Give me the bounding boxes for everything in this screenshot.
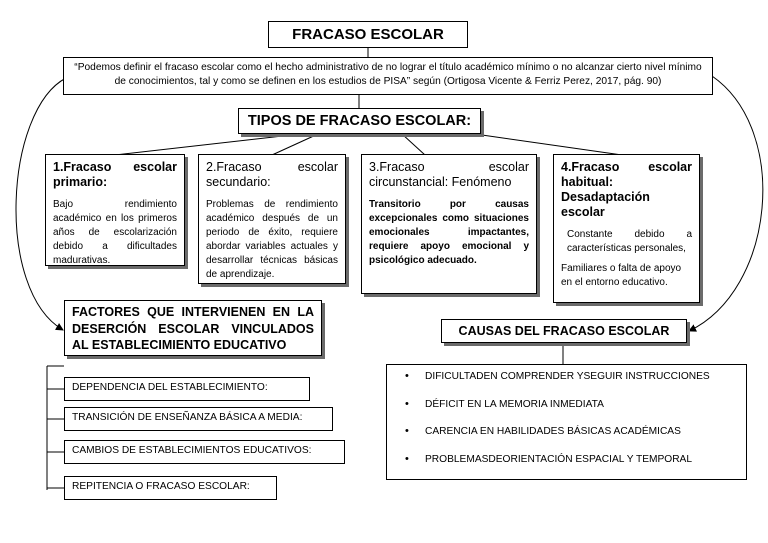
type-box-3 xyxy=(361,154,537,294)
tipos-to-type1-line xyxy=(115,134,300,155)
factor-item-1: DEPENDENCIA DEL ESTABLECIMIENTO: xyxy=(64,377,310,401)
definition-box: “Podemos definir el fracaso escolar como el hecho administrativo de no lograr el título académico mínimo o no alcanzar cierto nivel mínimo de conocimientos, tal y como se definen en los estudios de PISA” según (Ortigosa Vicente & Ferriz Perez, 2017, pág. 90) xyxy=(63,57,713,95)
type-heading: 3.Fracaso escolar circunstancial: Fenómeno xyxy=(369,160,529,189)
factor-item-3: CAMBIOS DE ESTABLECIMIENTOS EDUCATIVOS: xyxy=(64,440,345,464)
type-box-1 xyxy=(45,154,185,266)
type-heading: 1.Fracaso escolar primario: xyxy=(53,160,177,189)
tipos-title: TIPOS DE FRACASO ESCOLAR: xyxy=(238,108,481,134)
tipos-to-type4-line xyxy=(475,134,622,155)
causa-item: • DIFICULTADEN COMPRENDER YSEGUIR INSTRUCCIONES xyxy=(425,363,746,391)
causa-item: • CARENCIA EN HABILIDADES BÁSICAS ACADÉMICAS xyxy=(425,418,746,446)
factores-title: FACTORES QUE INTERVIENEN EN LA DESERCIÓN ESCOLAR VINCULADOS AL ESTABLECIMIENTO EDUCATIVO xyxy=(64,300,322,356)
factor-item-4: REPITENCIA O FRACASO ESCOLAR: xyxy=(64,476,277,500)
type-body: Problemas de rendimiento académico después de un periodo de éxito, requiere abordar variables actuales y desarrollar técnicas básicas de aprendizaje. xyxy=(206,199,338,280)
tipos-to-type2-line xyxy=(272,134,318,155)
main-title: FRACASO ESCOLAR xyxy=(268,21,468,48)
type-body: Bajo rendimiento académico en los primeros años de escolarización debido a dificultades madurativas. xyxy=(53,199,177,266)
causas-list xyxy=(386,364,747,480)
type-heading: 2.Fracaso escolar secundario: xyxy=(206,160,338,189)
causas-title: CAUSAS DEL FRACASO ESCOLAR xyxy=(441,319,687,343)
type-box-4 xyxy=(553,154,700,303)
causa-item: • PROBLEMASDEORIENTACIÓN ESPACIAL Y TEMPORAL xyxy=(425,446,746,474)
tipos-to-type3-line xyxy=(402,134,425,155)
type-body: Transitorio por causas excepcionales como situaciones emocionales impactantes, requiere apoyo emocional y psicológico adecuado. xyxy=(369,199,529,266)
type-box-2 xyxy=(198,154,346,284)
causa-item: • DÉFICIT EN LA MEMORIA INMEDIATA xyxy=(425,391,746,419)
type-heading: 4.Fracaso escolar habitual: Desadaptación escolar xyxy=(561,160,692,219)
factor-item-2: TRANSICIÓN DE ENSEÑANZA BÁSICA A MEDIA: xyxy=(64,407,333,431)
right-curve-arrow xyxy=(689,76,763,331)
type-body: Constante debido a características personales, xyxy=(567,229,692,254)
type-body: Familiares o falta de apoyo en el entorno educativo. xyxy=(561,263,682,288)
